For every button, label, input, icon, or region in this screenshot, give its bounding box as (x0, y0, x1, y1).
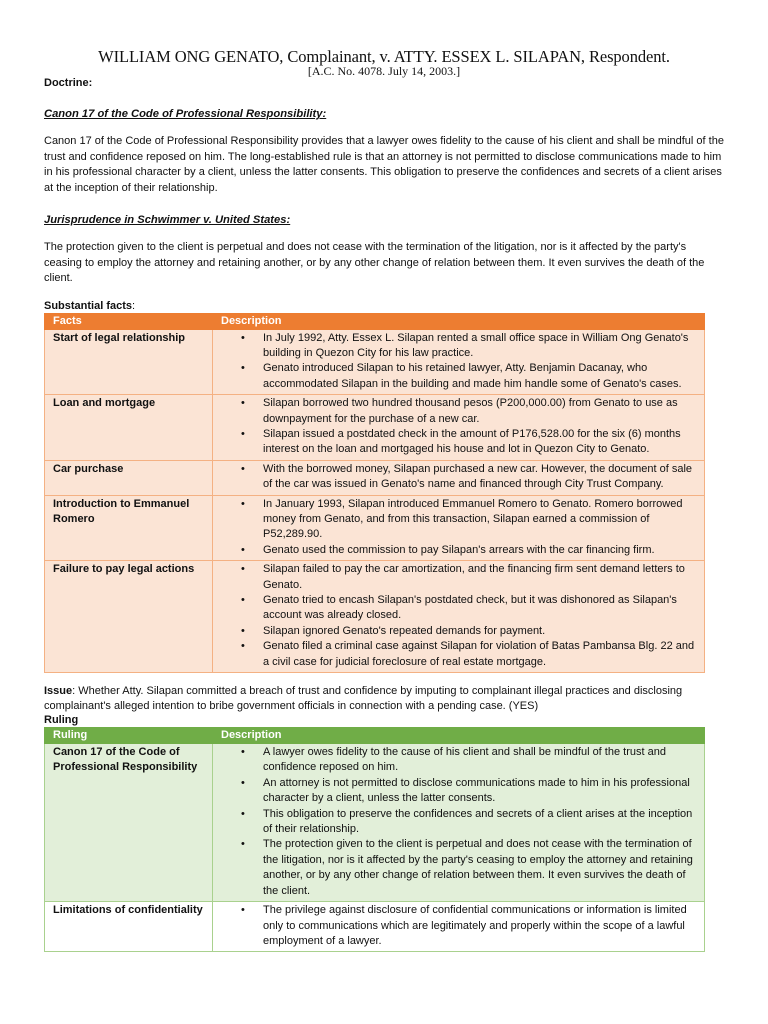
ruling-table-header (45, 728, 705, 744)
fact-description (213, 561, 705, 673)
issue-text: : Whether Atty. Silapan committed a breach of trust and confidence by imputing to complainant illegal practices and disclosing complainant's alleged intention to bribe government officials in connection with a pending case. (YES) (44, 685, 683, 713)
doctrine-label: Doctrine: (44, 77, 93, 89)
list-item: • In July 1992, Atty. Essex L. Silapan rented a small office space in William Ong Genato's building in Quezon City for his law practice. (263, 331, 696, 362)
ruling-column-header: Ruling (45, 728, 213, 744)
list-item: • A lawyer owes fidelity to the cause of his client and shall be mindful of the trust and confidence reposed on him. (263, 745, 696, 776)
issue-label: Issue (44, 685, 73, 698)
table-row (45, 460, 705, 495)
list-item: • The protection given to the client is perpetual and does not cease with the termination of the litigation, nor is it affected by the party's ceasing to employ the attorney and retaining another, or by any other change of relation between them. It even survives the death of the client. (263, 837, 696, 899)
facts-column-header: Facts (45, 313, 213, 329)
ruling-table (44, 727, 705, 952)
jurisprudence-paragraph: The protection given to the client is perpetual and does not cease with the termination of the litigation, nor is it affected by the party's ceasing to employ the attorney and retaining another, or by any other change of relation between them. It even survives the death of the client. (44, 241, 705, 284)
list-item: • Genato filed a criminal case against Silapan for violation of Batas Pambansa Blg. 22 and a civil case for judicial foreclosure of real estate mortgage. (263, 639, 696, 670)
canon-paragraph: Canon 17 of the Code of Professional Responsibility provides that a lawyer owes fidelity to the cause of his client and shall be mindful of the trust and confidence reposed on him. The long-established rule is that an attorney is not permitted to disclose communications made to him in his professional character by a client, unless the latter consents. This obligation to preserve the confidences and secrets of a client arises at the inception of their relationship. (44, 135, 724, 194)
list-item: • Silapan failed to pay the car amortization, and the financing firm sent demand letters to Genato. (263, 562, 696, 593)
fact-description (213, 460, 705, 495)
case-title: WILLIAM ONG GENATO, Complainant, v. ATTY. ESSEX L. SILAPAN, Respondent. (98, 47, 670, 66)
canon-heading: Canon 17 of the Code of Professional Responsibility: (44, 108, 327, 120)
table-row (45, 495, 705, 561)
fact-label: Car purchase (45, 460, 213, 495)
list-item: • Silapan issued a postdated check in the amount of P176,528.00 for the six (6) months interest on the loan and mortgaged his house and lot in Quezon City to Genato. (263, 427, 696, 458)
description-column-header: Description (213, 728, 705, 744)
list-item: • Silapan ignored Genato's repeated demands for payment. (263, 624, 696, 639)
table-row (45, 329, 705, 395)
fact-description (213, 495, 705, 561)
fact-label: Loan and mortgage (45, 395, 213, 461)
table-row (45, 902, 705, 952)
ruling-label: Ruling (44, 714, 79, 727)
table-row (45, 561, 705, 673)
description-column-header: Description (213, 313, 705, 329)
facts-table-header (45, 313, 705, 329)
list-item: • The privilege against disclosure of confidential communications or information is limited only to communications which are legitimately and properly within the scope of a lawful employment of a lawyer. (263, 903, 696, 949)
fact-label: Introduction to Emmanuel Romero (45, 495, 213, 561)
list-item: • Genato used the commission to pay Silapan's arrears with the car financing firm. (263, 543, 696, 558)
list-item: • An attorney is not permitted to disclose communications made to him in his professional character by a client, unless the latter consents. (263, 776, 696, 807)
list-item: • Genato introduced Silapan to his retained lawyer, Atty. Benjamin Dacanay, who accommodated Silapan in the building and made him handle some of Genato's cases. (263, 361, 696, 392)
fact-label: Failure to pay legal actions (45, 561, 213, 673)
facts-table (44, 313, 705, 674)
ruling-description (213, 902, 705, 952)
case-citation: [A.C. No. 4078. July 14, 2003.] (307, 64, 461, 78)
fact-label: Start of legal relationship (45, 329, 213, 395)
list-item: • In January 1993, Silapan introduced Emmanuel Romero to Genato. Romero borrowed money from Genato, and from this transaction, Silapan earned a commission of P52,289.90. (263, 497, 696, 543)
issue-statement (44, 684, 724, 714)
list-item: • Genato tried to encash Silapan's postdated check, but it was dishonored as Silapan's account was already closed. (263, 593, 696, 624)
jurisprudence-heading: Jurisprudence in Schwimmer v. United States: (44, 214, 291, 226)
ruling-description (213, 744, 705, 902)
substantial-facts-label: Substantial facts: (44, 299, 136, 312)
fact-description (213, 395, 705, 461)
ruling-row-label: Canon 17 of the Code of Professional Responsibility (45, 744, 213, 902)
list-item: • With the borrowed money, Silapan purchased a new car. However, the document of sale of the car was issued in Genato's name and financed through City Trust Company. (263, 462, 696, 493)
fact-description (213, 329, 705, 395)
list-item: • This obligation to preserve the confidences and secrets of a client arises at the inception of their relationship. (263, 807, 696, 838)
ruling-row-label: Limitations of confidentiality (45, 902, 213, 952)
list-item: • Silapan borrowed two hundred thousand pesos (P200,000.00) from Genato to use as downpayment for the purchase of a new car. (263, 396, 696, 427)
table-row (45, 395, 705, 461)
table-row (45, 744, 705, 902)
